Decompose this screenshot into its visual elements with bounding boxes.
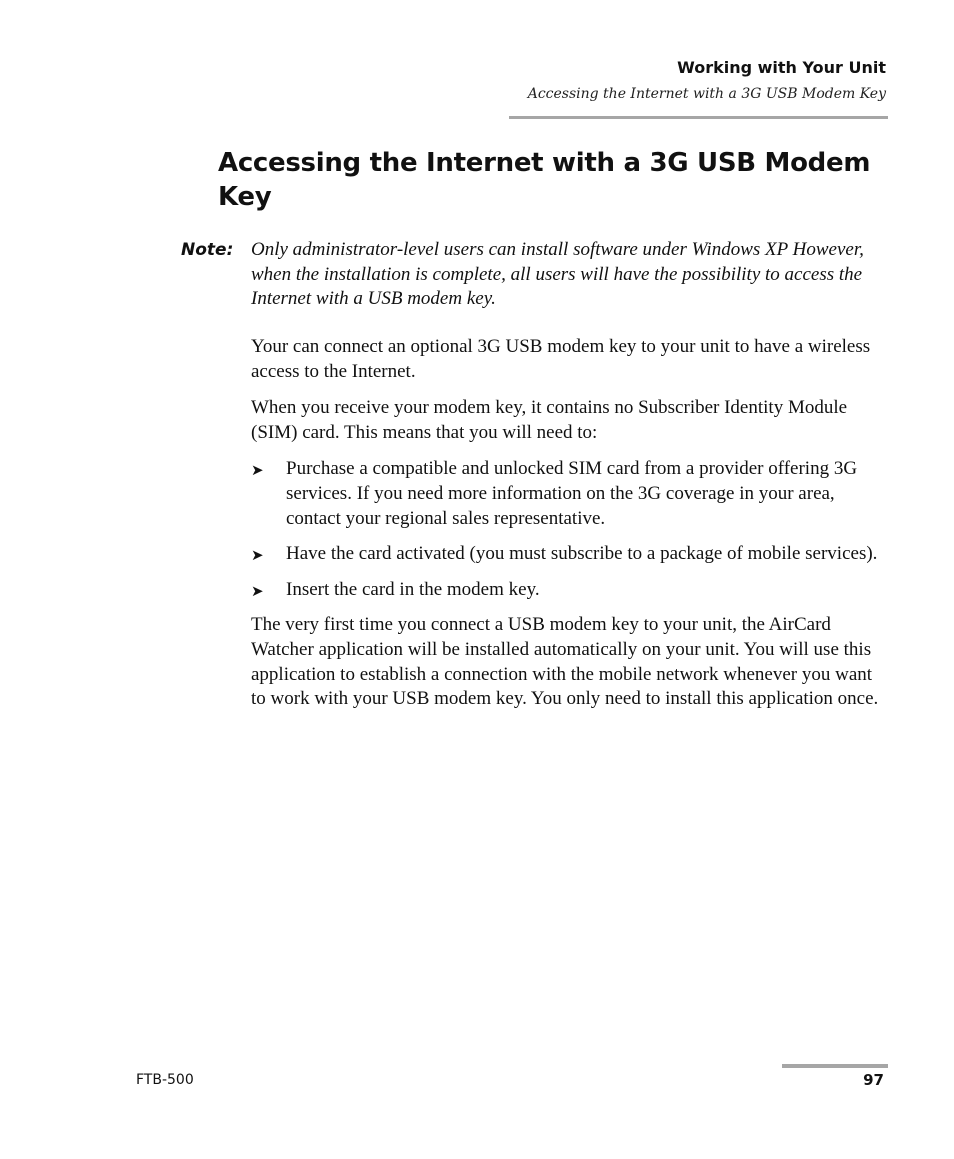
note-text: Only administrator-level users can install software under Windows XP However, when the installation is complete, all users will have the possibility to access the Internet with a USB modem key.: [251, 239, 864, 310]
intro-paragraph: Your can connect an optional 3G USB modem key to your unit to have a wireless access to the Internet.: [251, 336, 871, 382]
note-label: Note:: [181, 240, 234, 260]
header-topic-title: Accessing the Internet with a 3G USB Modem Key: [527, 86, 886, 102]
body-content: [251, 335, 891, 724]
requirements-list: [251, 457, 891, 602]
list-item-text: Insert the card in the modem key.: [286, 578, 540, 600]
list-item-text: Have the card activated (you must subscribe to a package of mobile services).: [286, 543, 878, 565]
list-item: [251, 542, 891, 567]
footer-product-name: FTB-500: [136, 1072, 194, 1088]
closing-paragraph: The very first time you connect a USB modem key to your unit, the AirCard Watcher application will be installed automatically on your unit. You will use this application to establish a connection with the mobile network whenever you want to work with your USB modem key. You only need to install this application once.: [251, 614, 879, 710]
arrow-bullet-icon: ➤: [251, 546, 264, 565]
header-rule: [509, 116, 888, 119]
list-item: [251, 578, 891, 603]
sim-paragraph: When you receive your modem key, it contains no Subscriber Identity Module (SIM) card. This means that you will need to:: [251, 397, 848, 443]
page-number: 97: [863, 1071, 884, 1089]
arrow-bullet-icon: ➤: [251, 581, 264, 600]
page-title: Accessing the Internet with a 3G USB Modem Key: [218, 148, 871, 212]
header-section-title: Working with Your Unit: [677, 58, 886, 77]
arrow-bullet-icon: ➤: [251, 461, 264, 480]
footer-rule: [782, 1064, 888, 1068]
running-header: [506, 56, 886, 106]
list-item: [251, 457, 891, 531]
list-item-text: Purchase a compatible and unlocked SIM card from a provider offering 3G services. If you need more information on the 3G coverage in your area, contact your regional sales representative.: [286, 458, 858, 529]
